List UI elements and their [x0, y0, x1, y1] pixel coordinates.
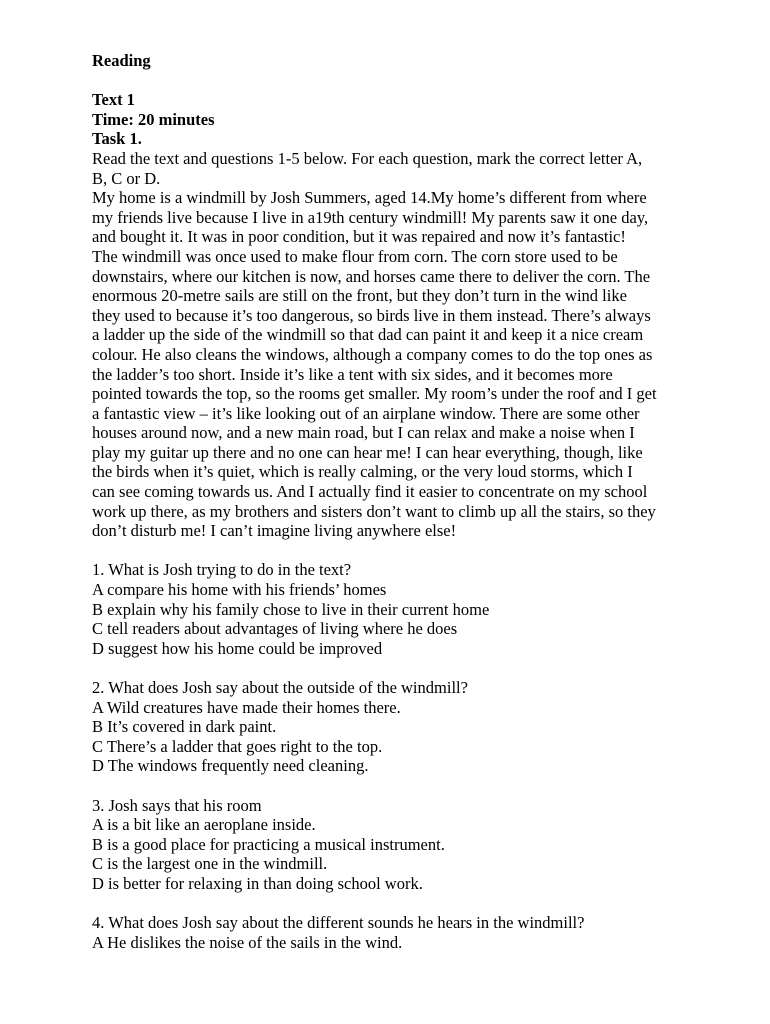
passage-line: pointed towards the top, so the rooms get smaller. My room’s under the roof and I get	[92, 384, 657, 404]
answer-option: D suggest how his home could be improved	[92, 638, 383, 658]
answer-option: A compare his home with his friends’ homes	[92, 580, 387, 600]
passage-line: The windmill was once used to make flour from corn. The corn store used to be	[92, 246, 618, 266]
passage-line: My home is a windmill by Josh Summers, aged 14.My home’s different from where	[92, 188, 647, 208]
passage	[92, 188, 722, 541]
answer-option: B is a good place for practicing a musical instrument.	[92, 834, 445, 854]
passage-line: work up there, as my brothers and sisters don’t want to climb up all the stairs, so they	[92, 501, 656, 521]
answer-option: B explain why his family chose to live in their current home	[92, 599, 490, 619]
time-limit: Time: 20 minutes	[92, 109, 215, 129]
question-1	[92, 560, 722, 658]
passage-line: enormous 20-metre sails are still on the front, but they don’t turn in the wind like	[92, 286, 627, 306]
answer-option: A Wild creatures have made their homes there.	[92, 697, 401, 717]
passage-line: the ladder’s too short. Inside it’s like a tent with six sides, and it becomes more	[92, 364, 613, 384]
document-page	[92, 51, 722, 952]
passage-line: they used to because it’s too dangerous, so birds live in them instead. There’s always	[92, 305, 651, 325]
passage-line: the birds when it’s quiet, which is really calming, or the very loud storms, which I	[92, 462, 633, 482]
answer-option: A is a bit like an aeroplane inside.	[92, 815, 316, 835]
passage-line: colour. He also cleans the windows, although a company comes to do the top ones as	[92, 344, 653, 364]
task-label: Task 1.	[92, 129, 142, 149]
passage-line: my friends live because I live in a19th century windmill! My parents saw it one day,	[92, 207, 649, 227]
passage-line: a fantastic view – it’s like looking out of an airplane window. There are some other	[92, 403, 640, 423]
passage-line: downstairs, where our kitchen is now, and horses came there to deliver the corn. The	[92, 266, 651, 286]
text-label: Text 1	[92, 90, 135, 110]
answer-option: B It’s covered in dark paint.	[92, 717, 277, 737]
answer-option: C tell readers about advantages of living where he does	[92, 619, 458, 639]
passage-line: can see coming towards us. And I actually find it easier to concentrate on my school	[92, 482, 648, 502]
passage-line: houses around now, and a new main road, but I can relax and make a noise when I	[92, 423, 635, 443]
passage-line: and bought it. It was in poor condition, but it was repaired and now it’s fantastic!	[92, 227, 626, 247]
question-2	[92, 678, 722, 776]
passage-line: don’t disturb me! I can’t imagine living anywhere else!	[92, 521, 457, 541]
question-4	[92, 913, 722, 952]
question-text: 1. What is Josh trying to do in the text?	[92, 560, 352, 580]
passage-line: play my guitar up there and no one can hear me! I can hear everything, though, like	[92, 442, 643, 462]
passage-line: a ladder up the side of the windmill so that dad can paint it and keep it a nice cream	[92, 325, 644, 345]
instructions-line: Read the text and questions 1-5 below. For each question, mark the correct letter A,	[92, 148, 643, 168]
answer-option: D The windows frequently need cleaning.	[92, 756, 369, 776]
instructions-line: B, C or D.	[92, 168, 161, 188]
answer-option: D is better for relaxing in than doing school work.	[92, 873, 423, 893]
answer-option: C There’s a ladder that goes right to the top.	[92, 736, 383, 756]
answer-option: A He dislikes the noise of the sails in the wind.	[92, 932, 403, 952]
section-heading: Reading	[92, 51, 151, 70]
question-text: 3. Josh says that his room	[92, 795, 262, 815]
question-text: 2. What does Josh say about the outside of the windmill?	[92, 678, 468, 697]
question-3	[92, 796, 722, 894]
answer-option: C is the largest one in the windmill.	[92, 854, 328, 874]
question-text: 4. What does Josh say about the different sounds he hears in the windmill?	[92, 913, 585, 933]
